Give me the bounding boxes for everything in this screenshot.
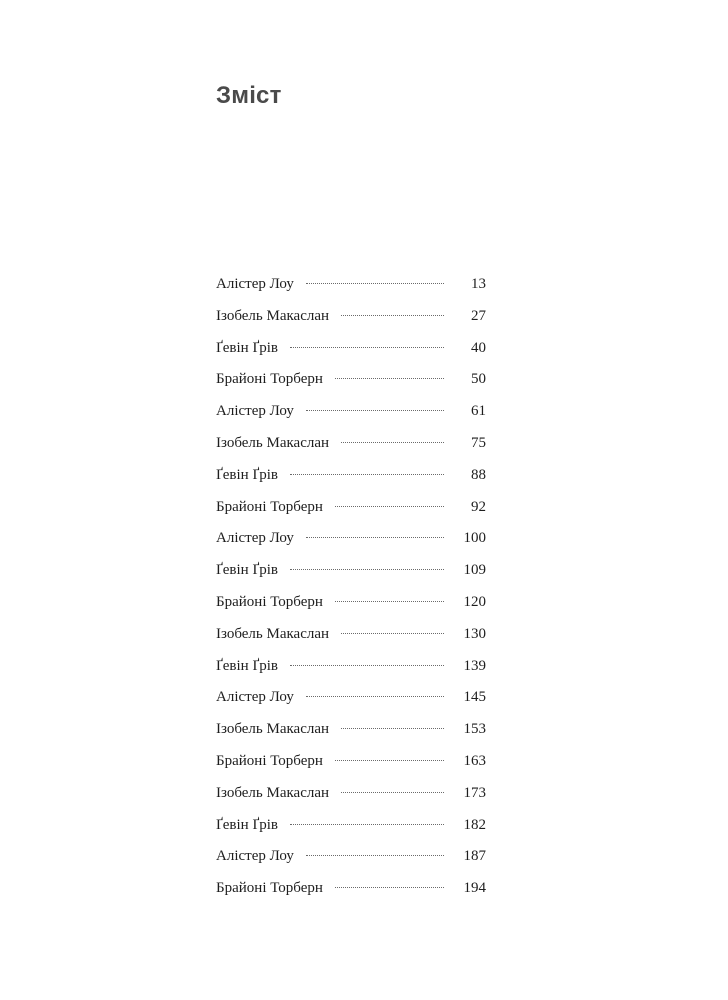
page-title: Зміст [216,82,282,109]
dot-leader [335,760,444,761]
toc-entry-page-number: 88 [471,466,486,483]
toc-entry [216,308,486,340]
toc-entry-name: Алістер Лоу [216,848,294,865]
toc-entry-name: Ґевін Ґрів [216,657,278,674]
toc-entry [216,530,486,562]
toc-entry [216,340,486,372]
toc-entry-name: Брайоні Торберн [216,752,323,769]
toc-entry-page-number: 194 [463,880,486,897]
toc-entry-page-number: 163 [463,752,486,769]
toc-entry-page-number: 27 [471,307,486,324]
toc-entry [216,467,486,499]
toc-entry-name: Ґевін Ґрів [216,816,278,833]
toc-entry [216,785,486,817]
toc-entry [216,276,486,308]
toc-entry-page-number: 145 [463,689,486,706]
table-of-contents [216,276,486,912]
toc-entry-page-number: 13 [471,276,486,292]
toc-entry [216,435,486,467]
toc-entry [216,721,486,753]
toc-entry-name: Брайоні Торберн [216,880,323,897]
toc-entry [216,403,486,435]
toc-entry-page-number: 182 [463,816,486,833]
toc-entry [216,371,486,403]
toc-entry-name: Ізобель Макаслан [216,625,330,642]
toc-entry-name: Ізобель Макаслан [216,307,330,324]
dot-leader [341,315,444,316]
toc-entry [216,848,486,880]
toc-entry-page-number: 75 [471,434,486,451]
toc-entry-name: Ізобель Макаслан [216,784,330,801]
toc-entry-page-number: 100 [463,530,486,547]
toc-entry [216,594,486,626]
dot-leader [290,824,444,825]
dot-leader [335,601,444,602]
dot-leader [335,887,444,888]
toc-entry-page-number: 40 [471,339,486,356]
dot-leader [306,537,444,538]
toc-entry-page-number: 153 [463,721,486,738]
toc-entry [216,626,486,658]
toc-entry-page-number: 139 [463,657,486,674]
toc-entry-page-number: 109 [463,562,486,579]
toc-entry [216,499,486,531]
dot-leader [290,665,444,666]
dot-leader [290,474,444,475]
toc-entry-page-number: 187 [463,848,486,865]
toc-entry-name: Ізобель Макаслан [216,434,330,451]
toc-entry-name: Алістер Лоу [216,530,294,547]
toc-entry-name: Ґевін Ґрів [216,339,278,356]
toc-entry-name: Ґевін Ґрів [216,466,278,483]
toc-entry-name: Ізобель Макаслан [216,721,330,738]
dot-leader [306,410,444,411]
dot-leader [341,728,444,729]
toc-entry-name: Алістер Лоу [216,403,294,420]
dot-leader [290,569,444,570]
toc-entry-page-number: 120 [463,593,486,610]
toc-entry-name: Брайоні Торберн [216,371,323,388]
dot-leader [341,792,444,793]
dot-leader [341,633,444,634]
toc-entry [216,658,486,690]
dot-leader [306,283,444,284]
dot-leader [335,378,444,379]
dot-leader [306,696,444,697]
toc-entry-name: Брайоні Торберн [216,498,323,515]
toc-entry [216,817,486,849]
dot-leader [335,506,444,507]
toc-entry-name: Брайоні Торберн [216,593,323,610]
toc-entry [216,753,486,785]
toc-entry [216,562,486,594]
toc-entry-page-number: 50 [471,371,486,388]
toc-entry-page-number: 173 [463,784,486,801]
dot-leader [306,855,444,856]
toc-entry-name: Алістер Лоу [216,276,294,292]
dot-leader [341,442,444,443]
toc-entry-name: Ґевін Ґрів [216,562,278,579]
toc-entry-name: Алістер Лоу [216,689,294,706]
toc-entry-page-number: 92 [471,498,486,515]
toc-entry [216,689,486,721]
toc-entry [216,880,486,912]
toc-entry-page-number: 130 [463,625,486,642]
dot-leader [290,347,444,348]
toc-entry-page-number: 61 [471,403,486,420]
